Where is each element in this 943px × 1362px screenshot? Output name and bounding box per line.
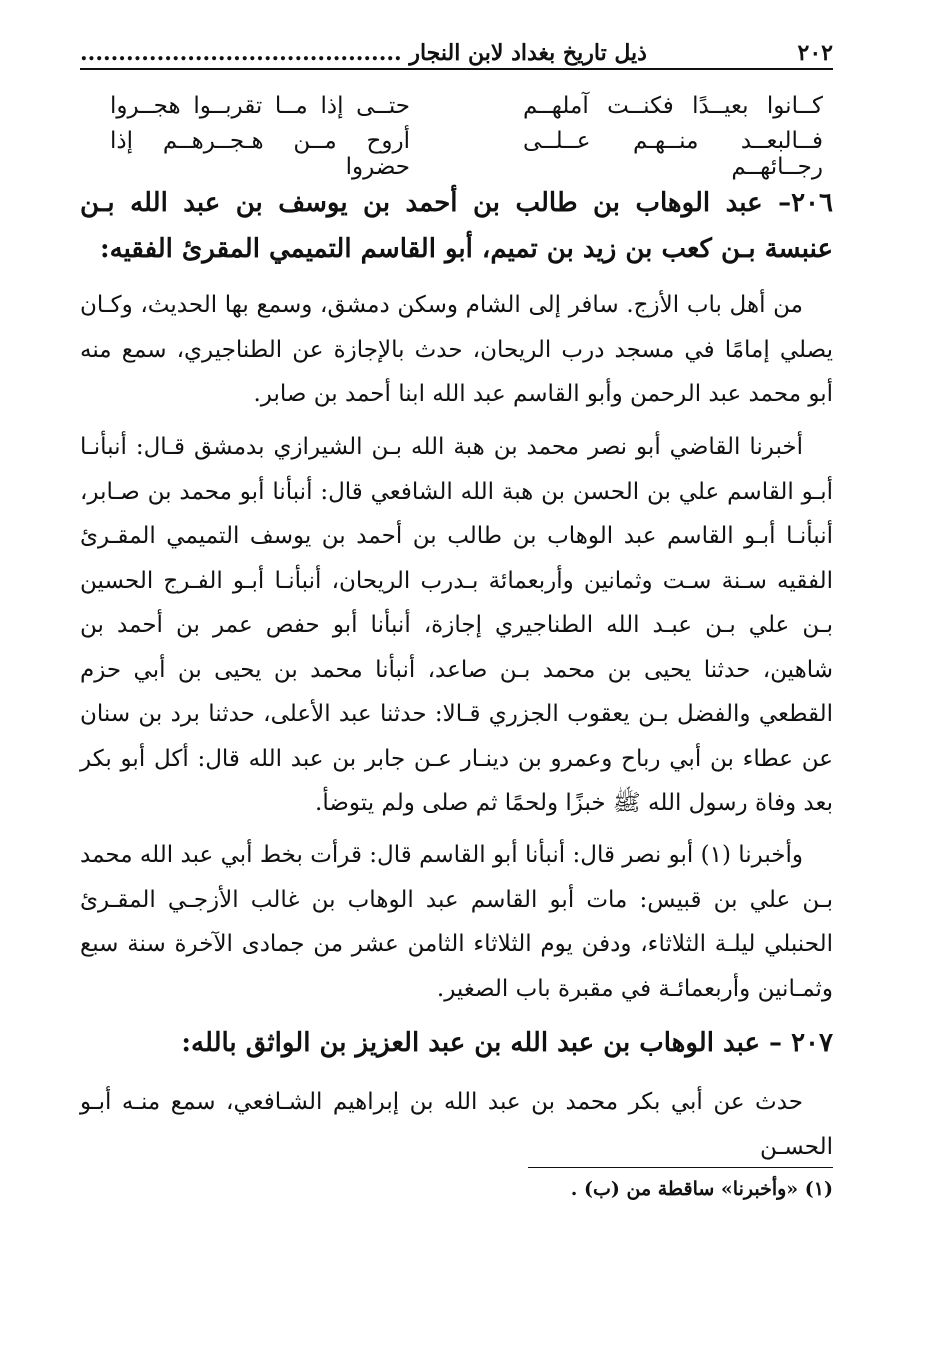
entry-206-title: ٢٠٦– عبد الوهاب بن طالب بن أحمد بن يوسف بن عبد الله بـن عنبسة بـن كعب بن زيد بن تميم، أبو القاسم التميمي المقرئ الفقيه: — [80, 188, 833, 264]
verse-second-hemistich: حتــى إذا مــا تقربــوا هجــروا — [110, 93, 410, 119]
footnote-divider — [528, 1167, 833, 1168]
verse-first-hemistich: كــانوا بعيــدًا فكنــت آملهــم — [523, 93, 823, 119]
poem-verse — [110, 130, 823, 178]
poem-verses — [110, 82, 823, 178]
entry-206-paragraph-3: وأخبرنا (١) أبو نصر قال: أنبأنا أبو القاسم قال: قرأت بخط أبي عبد الله محمد بـن علي بن قبيس: مات أبو القاسم عبد الوهاب بن غالب الأزجـي المقـرئ الحنبلي ليلـة الثلاثاء، ودفن يوم الثلاثاء الثامن عشر من جمادى الآخرة سنة سبع وثمـانين وأربعمائـة في مقبرة باب الصغير. — [80, 842, 833, 1002]
running-title: ذيل تاريخ بغداد لابن النجار .......................................... — [80, 40, 647, 66]
entry-207-title: ٢٠٧ – عبد الوهاب بن عبد الله بن عبد العزيز بن الواثق بالله: — [181, 1028, 833, 1058]
verse-first-hemistich: فــالبعــد منــهـم عــلــى رجــائهــم — [523, 128, 823, 180]
entry-206-paragraph-1: من أهل باب الأزج. سافر إلى الشام وسكن دمشق، وسمع بها الحديث، وكـان يصلي إمامًا في مسجد درب الريحان، حدث بالإجازة عن الطناجيري، سمع منه أبو محمد عبد الرحمن وأبو القاسم عبد الله ابنا أحمد بن صابر. — [80, 292, 833, 407]
page-number: ٢٠٢ — [797, 40, 833, 66]
verse-second-hemistich: أروح مــن هـجــرهــم إذا حضروا — [110, 128, 410, 180]
page-header — [80, 30, 833, 70]
footnote: (١) «وأخبرنا» ساقطة من (ب) . — [570, 1178, 833, 1200]
entry-207-paragraph-1: حدث عن أبي بكر محمد بن عبد الله بن إبراهيم الشـافعي، سمع منـه أبـو الحسـن — [80, 1089, 833, 1160]
poem-verse — [110, 82, 823, 130]
entry-206-paragraph-2: أخبرنا القاضي أبو نصر محمد بن هبة الله بـن الشيرازي بدمشق قـال: أنبأنـا أبـو القاسم علي بن الحسن بن هبة الله الشافعي قال: أنبأنا أبو محمد بن صـابر، أنبأنـا أبـو القاسم عبد الوهاب بن طالب بن أحمد بن يوسف التميمي المقـرئ الفقيه سـنة سـت وثمانين وأربعمائة بـدرب الريحان، أنبأنـا أبـو الفـرج الحسين بـن علي بـن عبـد الله الطناجيري إجازة، أنبأنا أبو حفص عمر بن أحمد بن شاهين، حدثنا يحيى بن محمد بـن صاعد، أنبأنا محمد بن يحيى بن أبي حزم القطعي والفضل بـن يعقوب الجزري قـالا: حدثنا عبد الأعلى، حدثنا برد بن سنان عن عطاء بن أبي رباح وعمرو بن دينـار عـن جابر بن عبد الله قال: أكل أبو بكر بعد وفاة رسول الله ﷺ خبزًا ولحمًا ثم صلى ولم يتوضأ. — [80, 434, 833, 816]
